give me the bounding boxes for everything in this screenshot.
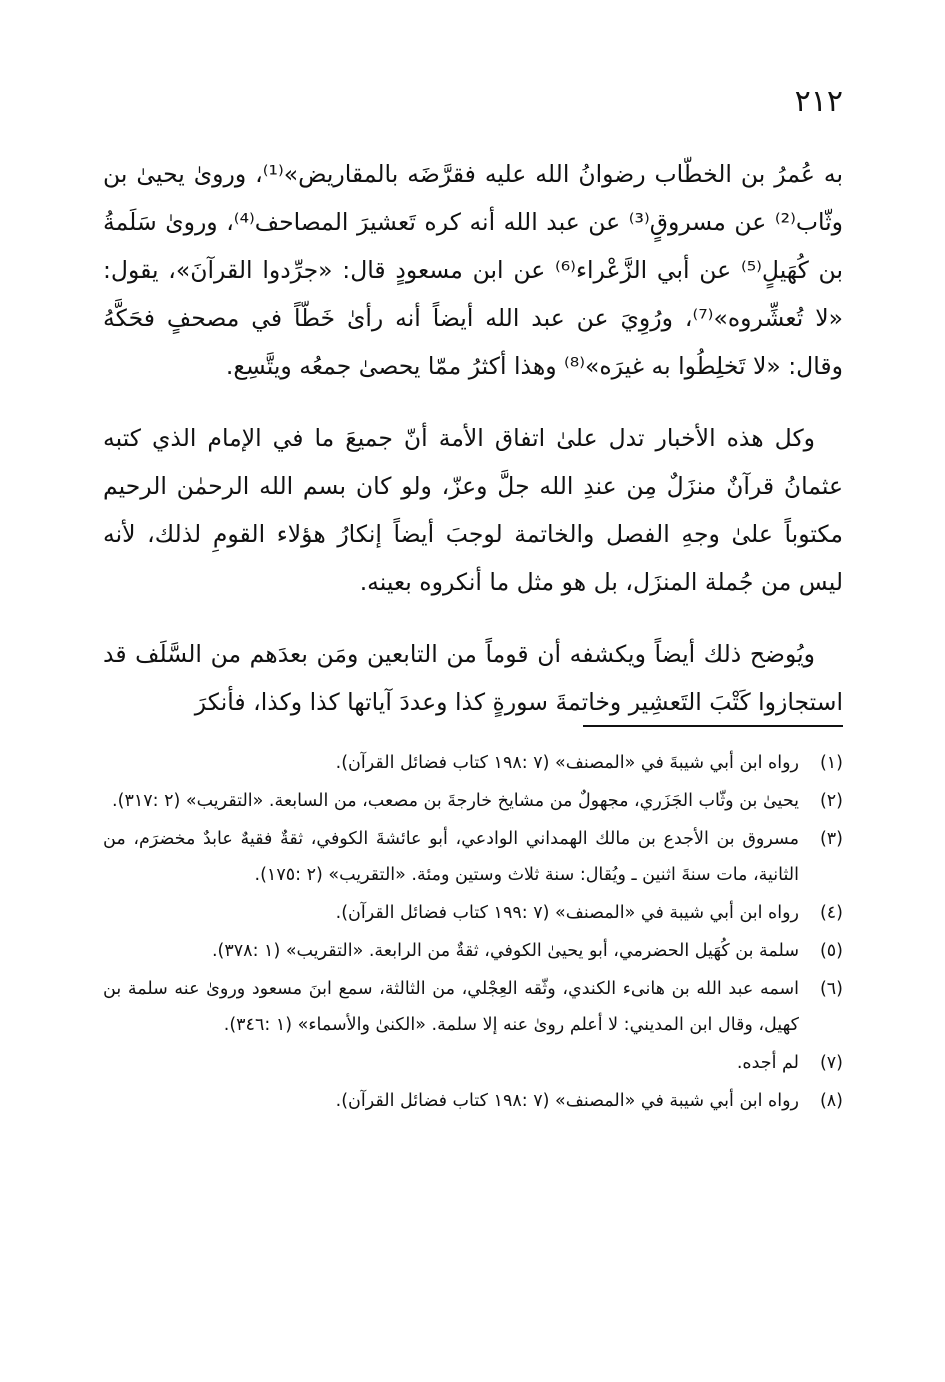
footnote-number: (١)	[819, 753, 843, 773]
footnote	[103, 1045, 843, 1081]
footnote-number: (٧)	[819, 1053, 843, 1073]
footnote-separator	[583, 725, 843, 727]
footnote-number: (٣)	[819, 829, 843, 849]
footnote	[103, 971, 843, 1043]
paragraph: ويُوضح ذلك أيضاً ويكشفه أن قوماً من التابعين ومَن بعدَهم من السَّلَف قد استجازوا كَتْبَ التَعشِير وخاتمةَ سورةٍ كذا وعددَ آياتها كذا وكذا، فأنكرَ	[103, 640, 843, 716]
footnote-text: لم أجده.	[736, 1053, 799, 1073]
footnote-number: (٢)	[819, 791, 843, 811]
footnote-number: (٦)	[819, 979, 843, 999]
footnote-text: سلمة بن كُهَيل الحضرمي، أبو يحيىٰ الكوفي، ثقةٌ من الرابعة. «التقريب» (١ :٣٧٨).	[211, 941, 799, 961]
footnote-text: رواه ابن أبي شيبة في «المصنف» (٧ :١٩٩ كتاب فضائل القرآن).	[335, 903, 799, 923]
footnote-text: مسروق بن الأجدع بن مالك الهمداني الوادعي، أبو عائشةَ الكوفي، ثقةٌ فقيهٌ عابدٌ مخضرَم، من الثانية، مات سنةَ اثنين ـ ويُقال: سنة ثلاث وستين ومئة. «التقريب» (٢ :١٧٥).	[103, 829, 799, 885]
footnote-text: رواه ابن أبي شيبة في «المصنف» (٧ :١٩٨ كتاب فضائل القرآن).	[335, 1091, 799, 1111]
footnote-number: (٨)	[819, 1091, 843, 1111]
footnote	[103, 783, 843, 819]
footnote	[103, 895, 843, 931]
footnote	[103, 1083, 843, 1119]
paragraph: به عُمرُ بن الخطّاب رضوانُ الله عليه فقرَّضَه بالمقاريض»⁽¹⁾، وروىٰ يحيىٰ بن وثّاب⁽²⁾ عن مسروقٍ⁽³⁾ عن عبد الله أنه كره تَعشيرَ المصاحف⁽⁴⁾، وروىٰ سَلَمةُ بن كُهَيلٍ⁽⁵⁾ عن أبي الزَّعْراء⁽⁶⁾ عن ابن مسعودٍ قال: «جرِّدوا القرآنَ»، يقول: «لا تُعشِّروه»⁽⁷⁾، ورُوِيَ عن عبد الله أيضاً أنه رأىٰ خَطّاً في مصحفٍ فحَكَّهُ وقال: «لا تَخلِطُوا به غيرَه»⁽⁸⁾ وهذا أكثرُ ممّا يحصىٰ جمعُه ويتَّسِع.	[103, 160, 844, 380]
footnote-text: اسمه عبد الله بن هانىء الكندي، وثّقه العِجْلي، من الثالثة، سمع ابنَ مسعود وروىٰ عنه سلمة بن كهيل، وقال ابن المديني: لا أعلم روىٰ عنه إلا سلمة. «الكنىٰ والأسماء» (١ :٣٤٦).	[103, 979, 799, 1035]
footnote-text: رواه ابن أبي شيبةَ في «المصنف» (٧ :١٩٨ كتاب فضائل القرآن).	[335, 753, 799, 773]
page-number: ٢١٢	[794, 84, 843, 119]
footnotes	[103, 745, 843, 1121]
footnote-text: يحيىٰ بن وثّاب الجَزَري، مجهولٌ من مشايخ خارجةَ بن مصعب، من السابعة. «التقريب» (٢ :٣١٧).	[112, 791, 799, 811]
paragraph: وكل هذه الأخبار تدل علىٰ اتفاق الأمة أنّ جميعَ ما في الإمام الذي كتبه عثمانُ قرآنٌ منزَلٌ مِن عندِ الله جلَّ وعزّ، ولو كان بسم الله الرحمٰن الرحيم مكتوباً علىٰ وجهِ الفصل والخاتمة لوجبَ أيضاً إنكارُ هؤلاء القومِ لذلك، لأنه ليس من جُملة المنزَل، بل هو مثل ما أنكروه بعينه.	[103, 424, 843, 596]
footnote	[103, 745, 843, 781]
footnote	[103, 821, 843, 893]
footnote-number: (٤)	[819, 903, 843, 923]
main-text	[103, 150, 843, 726]
footnote	[103, 933, 843, 969]
footnote-number: (٥)	[819, 941, 843, 961]
